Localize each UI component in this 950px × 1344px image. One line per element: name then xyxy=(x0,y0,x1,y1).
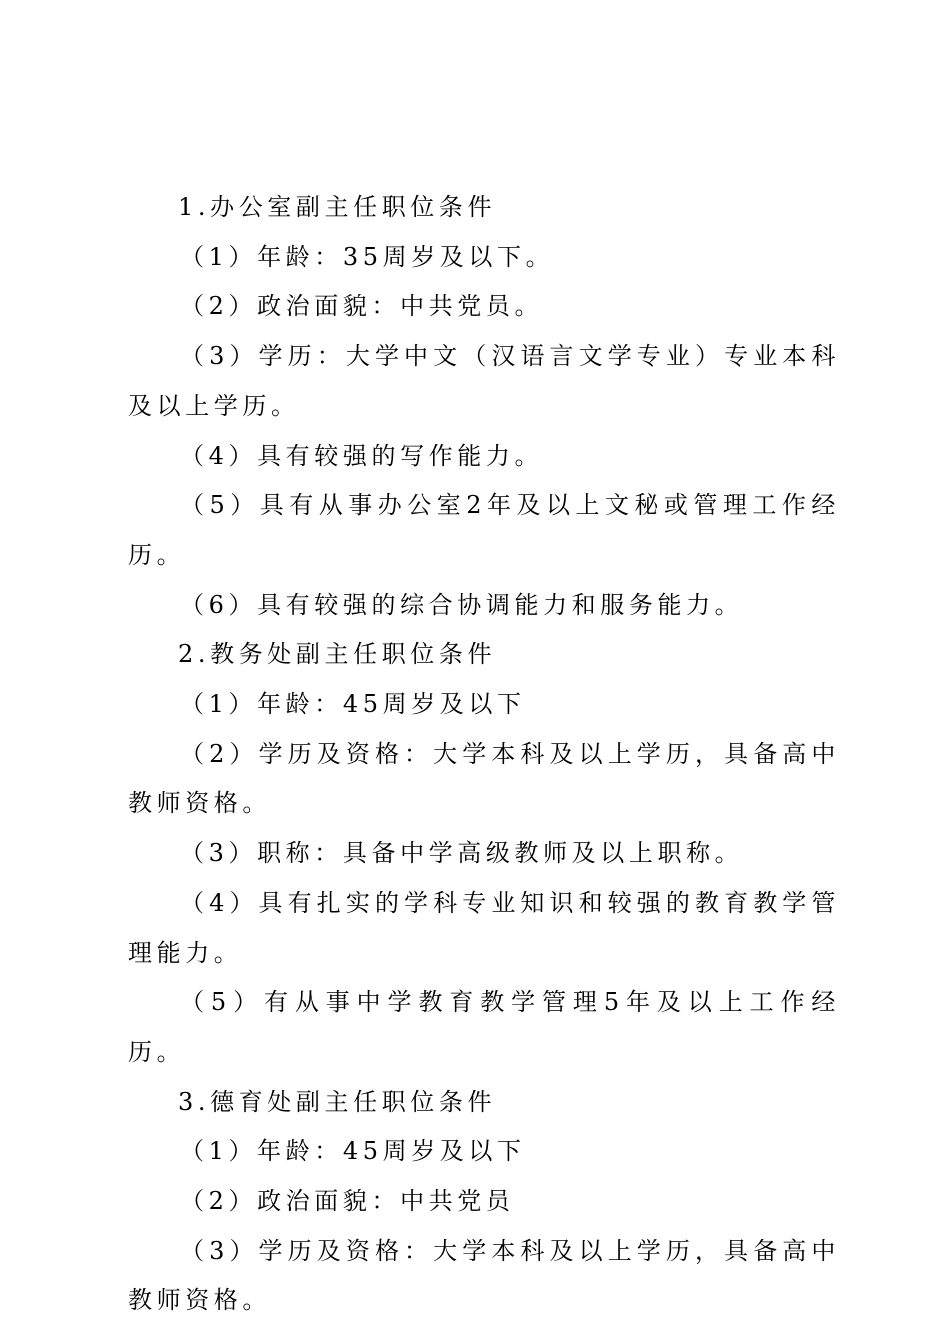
moral-item-age: （1）年龄：45周岁及以下 xyxy=(180,1137,526,1166)
moral-item-political-status: （2）政治面貌：中共党员 xyxy=(180,1187,515,1216)
academic-item-title: （3）职称：具备中学高级教师及以上职称。 xyxy=(180,839,744,868)
academic-item-age: （1）年龄：45周岁及以下 xyxy=(180,690,526,719)
section-heading-office: 1.办公室副主任职位条件 xyxy=(178,193,497,221)
office-item-coordination: （6）具有较强的综合协调能力和服务能力。 xyxy=(180,590,744,619)
document-body xyxy=(128,183,840,1326)
office-item-writing: （4）具有较强的写作能力。 xyxy=(180,441,544,470)
section-heading-academic-affairs: 2.教务处副主任职位条件 xyxy=(178,640,497,669)
moral-item-education: （3）学历及资格：大学本科及以上学历，具备高中教师资格。 xyxy=(128,1236,840,1315)
office-item-experience: （5）具有从事办公室2年及以上文秘或管理工作经历。 xyxy=(128,491,840,569)
academic-item-education: （2）学历及资格：大学本科及以上学历，具备高中教师资格。 xyxy=(128,739,840,818)
academic-item-experience: （5）有从事中学教育教学管理5年及以上工作经历。 xyxy=(128,988,840,1066)
office-item-age: （1）年龄：35周岁及以下。 xyxy=(180,242,555,271)
office-item-political-status: （2）政治面貌：中共党员。 xyxy=(180,292,544,321)
section-heading-moral-education: 3.德育处副主任职位条件 xyxy=(178,1087,497,1116)
office-item-education: （3）学历：大学中文（汉语言文学专业）专业本科及以上学历。 xyxy=(128,342,840,420)
academic-item-knowledge: （4）具有扎实的学科专业知识和较强的教育教学管理能力。 xyxy=(128,888,840,967)
